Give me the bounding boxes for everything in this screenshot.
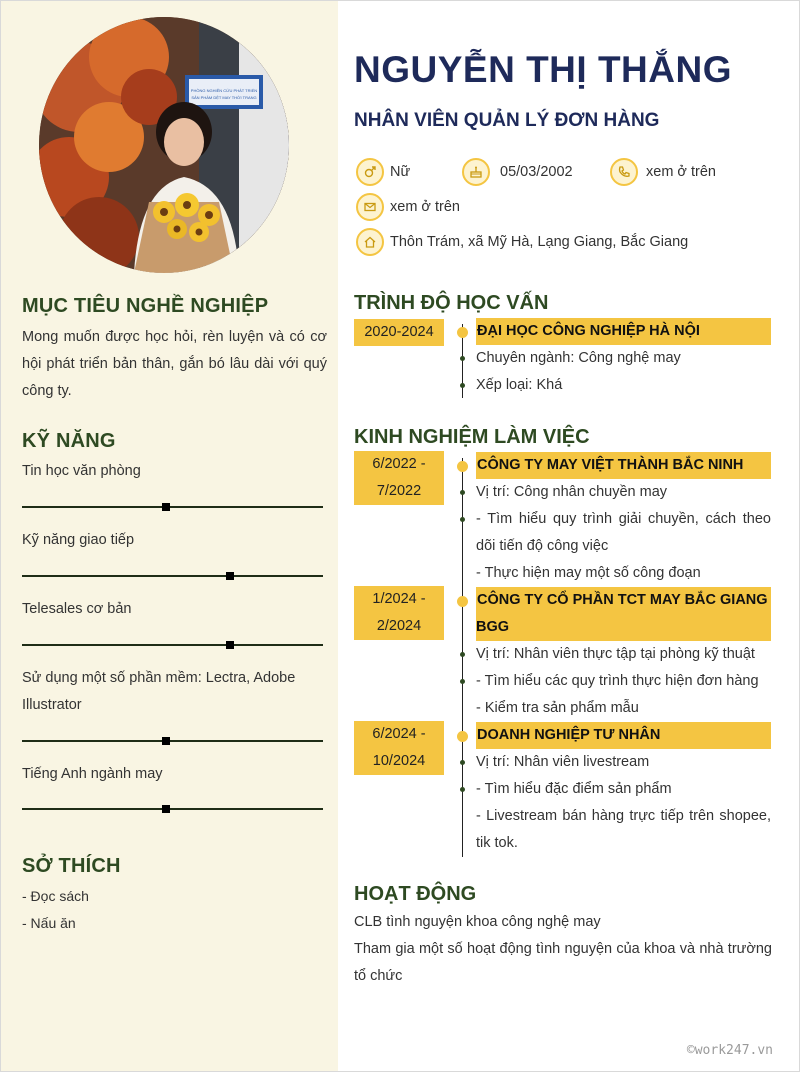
skill-bar — [22, 575, 323, 577]
timeline-dot — [457, 461, 468, 472]
birthday-value: 05/03/2002 — [500, 164, 573, 180]
experience-org-text: CÔNG TY CỔ PHẦN TCT MAY BẮC GIANG BGG — [476, 592, 768, 635]
skill-level-marker — [162, 737, 170, 745]
skill-bar — [22, 740, 323, 742]
hobby-item: - Nấu ăn — [22, 915, 76, 931]
experience-org — [476, 587, 771, 641]
skill-name: Sử dụng một số phần mềm: Lectra, Adobe Illustrator — [22, 670, 296, 713]
photo-sign-line2: SẢN PHẨM DỆT MAY THỜI TRANG — [191, 95, 257, 100]
skill-bar — [22, 506, 323, 508]
hobbies-heading: SỞ THÍCH — [22, 855, 121, 877]
skill-name: Telesales cơ bản — [22, 601, 132, 617]
timeline-dot-small — [460, 383, 465, 388]
activities-heading: HOẠT ĐỘNG — [354, 883, 477, 905]
activity-item: Tham gia một số hoạt động tình nguyện của khoa và nhà trường tổ chức — [354, 941, 772, 984]
education-detail: Chuyên ngành: Công nghệ may — [476, 350, 681, 366]
skill-level-marker — [226, 572, 234, 580]
watermark: ©work247.vn — [686, 1043, 773, 1058]
experience-heading: KINH NGHIỆM LÀM VIỆC — [354, 426, 590, 448]
job-title: NHÂN VIÊN QUẢN LÝ ĐƠN HÀNG — [354, 110, 660, 131]
address-info — [356, 228, 688, 256]
education-detail: Xếp loại: Khá — [476, 377, 563, 393]
phone-info — [610, 158, 716, 186]
timeline-dot-small — [460, 517, 465, 522]
profile-photo — [39, 17, 289, 273]
experience-org-text: CÔNG TY MAY VIỆT THÀNH BẮC NINH — [477, 457, 744, 473]
email-icon — [356, 193, 384, 221]
timeline-dot-small — [460, 490, 465, 495]
phone-value: xem ở trên — [646, 164, 716, 180]
skill-name: Tiếng Anh ngành may — [22, 766, 163, 782]
cake-icon — [462, 158, 490, 186]
home-icon — [356, 228, 384, 256]
skills-heading: KỸ NĂNG — [22, 430, 116, 452]
skill-name: Kỹ năng giao tiếp — [22, 532, 135, 548]
education-org-text: ĐẠI HỌC CÔNG NGHIỆP HÀ NỘI — [477, 323, 700, 339]
sidebar — [1, 1, 338, 1071]
objective-text: Mong muốn được học hỏi, rèn luyện và có cơ hội phát triển bản thân, gắn bó lâu dài với quý công ty. — [22, 329, 327, 399]
email-info — [356, 193, 460, 221]
address-value: Thôn Trám, xã Mỹ Hà, Lạng Giang, Bắc Giang — [390, 234, 689, 250]
experience-date: 6/2022 - 7/2022 — [354, 451, 444, 505]
experience-date: 1/2024 - 2/2024 — [354, 586, 444, 640]
timeline-dot-small — [460, 679, 465, 684]
experience-detail: - Tìm hiểu quy trình giải chuyền, cách theo dõi tiến độ công việc — [476, 511, 771, 554]
objective-heading: MỤC TIÊU NGHỀ NGHIỆP — [22, 295, 269, 317]
skill-level-marker — [162, 805, 170, 813]
gender-info — [356, 158, 410, 186]
skill-bar — [22, 808, 323, 810]
skill-bar — [22, 644, 323, 646]
gender-icon — [356, 158, 384, 186]
experience-detail: Vị trí: Nhân viên livestream — [476, 754, 650, 770]
experience-detail: - Tìm hiểu các quy trình thực hiện đơn hàng — [476, 673, 759, 689]
skill-level-marker — [226, 641, 234, 649]
timeline-dot-small — [460, 356, 465, 361]
experience-detail: - Thực hiện may một số công đoạn — [476, 565, 701, 581]
timeline-dot — [457, 327, 468, 338]
skill-level-marker — [162, 503, 170, 511]
education-org — [476, 318, 771, 345]
birthday-info — [462, 158, 573, 186]
experience-date: 6/2024 - 10/2024 — [354, 721, 444, 775]
activity-item: CLB tình nguyện khoa công nghệ may — [354, 914, 601, 930]
timeline-dot-small — [460, 760, 465, 765]
hobby-item: - Đọc sách — [22, 888, 89, 904]
photo-sign-line1: PHÒNG NGHIÊN CỨU PHÁT TRIỂN — [190, 88, 258, 93]
skill-name: Tin học văn phòng — [22, 463, 141, 479]
experience-org — [476, 722, 771, 749]
experience-detail: - Tìm hiểu đặc điểm sản phẩm — [476, 781, 672, 797]
timeline-dot-small — [460, 787, 465, 792]
experience-detail: Vị trí: Nhân viên thực tập tại phòng kỹ thuật — [476, 646, 755, 662]
phone-icon — [610, 158, 638, 186]
education-date: 2020-2024 — [354, 319, 444, 346]
experience-detail: - Kiểm tra sản phẩm mẫu — [476, 700, 639, 716]
timeline-dot — [457, 596, 468, 607]
email-value: xem ở trên — [390, 199, 460, 215]
experience-org — [476, 452, 771, 479]
gender-value: Nữ — [390, 164, 411, 180]
candidate-name: NGUYỄN THỊ THẮNG — [354, 49, 732, 90]
experience-detail: - Livestream bán hàng trực tiếp trên shopee, tik tok. — [476, 808, 771, 851]
experience-detail: Vị trí: Công nhân chuyền may — [476, 484, 668, 500]
education-heading: TRÌNH ĐỘ HỌC VẤN — [354, 292, 549, 314]
timeline-dot — [457, 731, 468, 742]
timeline-dot-small — [460, 652, 465, 657]
experience-org-text: DOANH NGHIỆP TƯ NHÂN — [477, 727, 661, 743]
